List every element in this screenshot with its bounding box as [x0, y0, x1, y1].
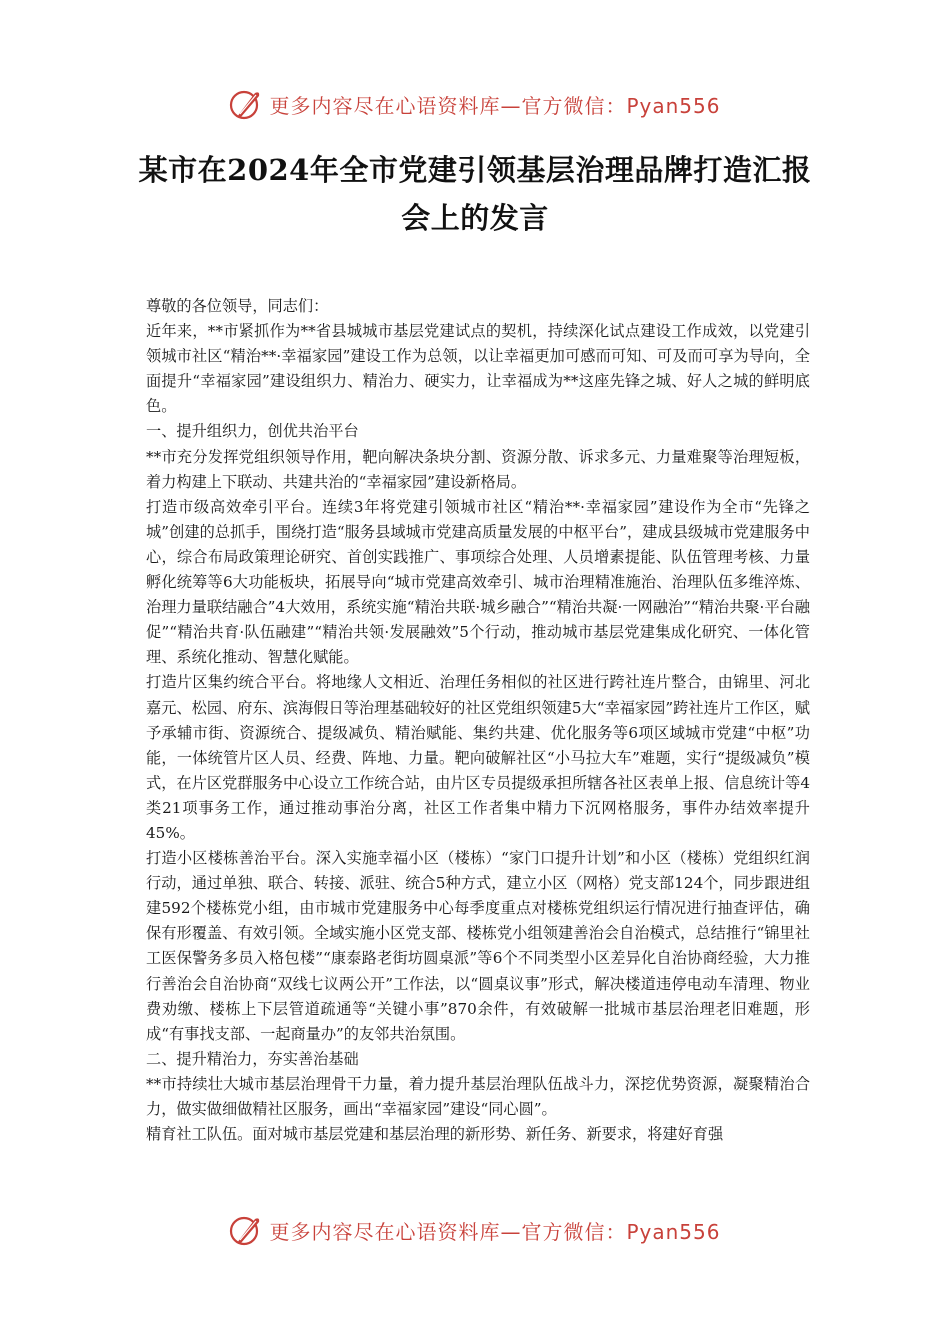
title-line-1: 某市在2024年全市党建引领基层治理品牌打造汇报 [138, 153, 812, 187]
title-line-2: 会上的发言 [401, 201, 549, 235]
document-body [146, 294, 810, 1147]
quill-pen-icon [229, 87, 263, 121]
document-title [120, 146, 830, 242]
section-2-intro: **市持续壮大城市基层治理骨干力量，着力提升基层治理队伍战斗力，深挖优势资源，凝聚精治合力，做实做细做精社区服务，画出“幸福家园”建设“同心圆”。 [146, 1074, 810, 1118]
watermark-text: 更多内容尽在心语资料库—官方微信：Pyan556 [269, 93, 721, 118]
social-worker-paragraph: 精育社工队伍。面对城市基层党建和基层治理的新形势、新任务、新要求，将建好育强 [146, 1125, 724, 1144]
section-heading-1: 一、提升组织力，创优共治平台 [146, 422, 359, 441]
city-platform-paragraph: 打造市级高效牵引平台。连续3年将党建引领城市社区“精治**·幸福家园”建设作为全市“先锋之城”创建的总抓手，围绕打造“服务县域城市党建高质量发展的中枢平台”，建成县级城市党建服务中心，综合布局政策理论研究、首创实践推广、事项综合处理、人员增素提能、队伍管理考核、力量孵化统筹等6大功能板块，拓展导向“城市党建高效牵引、城市治理精准施治、治理队伍多维淬炼、治理力量联结融合”4大效用，系统实施“精治共联·城乡融合”“精治共凝·一网融治”“精治共聚·平台融促”“精治共育·队伍融建”“精治共领·发展融效”5个行动，推动城市基层党建集成化研究、一体化管理、系统化推动、智慧化赋能。 [146, 497, 810, 667]
header-watermark-banner [0, 84, 950, 124]
salutation: 尊敬的各位领导，同志们： [146, 297, 329, 315]
quill-pen-icon [229, 1213, 263, 1247]
district-platform-paragraph: 打造片区集约统合平台。将地缘人文相近、治理任务相似的社区进行跨社连片整合，由锦里、河北嘉元、松园、府东、滨海假日等治理基础较好的社区党组织领建5大“幸福家园”跨社连片工作区，赋予承辅市街、资源统合、提级减负、精治赋能、集约共建、优化服务等6项区域城市党建“中枢”功能，一体统管片区人员、经费、阵地、力量。靶向破解社区“小马拉大车”难题，实行“提级减负”模式，在片区党群服务中心设立工作统合站，由片区专员提级承担所辖各社区表单上报、信息统计等4类21项事务工作，通过推动事治分离，社区工作者集中精力下沉网格服务，事件办结效率提升45%。 [146, 673, 810, 842]
footer-watermark-banner [0, 1210, 950, 1250]
intro-paragraph: 近年来，**市紧抓作为**省县城城市基层党建试点的契机，持续深化试点建设工作成效，以党建引领城市社区“精治**·幸福家园”建设工作为总领，以让幸福更加可感而可知、可及而可享为导向，全面提升“幸福家园”建设组织力、精治力、硬实力，让幸福成为**这座先锋之城、好人之城的鲜明底色。 [146, 322, 810, 416]
section-1-intro: **市充分发挥党组织领导作用，靶向解决条块分割、资源分散、诉求多元、力量难聚等治理短板，着力构建上下联动、共建共治的“幸福家园”建设新格局。 [146, 447, 810, 491]
community-platform-paragraph: 打造小区楼栋善治平台。深入实施幸福小区（楼栋）“家门口提升计划”和小区（楼栋）党组织红润行动，通过单独、联合、转接、派驻、统合5种方式，建立小区（网格）党支部124个，同步跟进组建592个楼栋党小组，由市城市党建服务中心每季度重点对楼栋党组织运行情况进行抽查评估，确保有形覆盖、有效引领。全域实施小区党支部、楼栋党小组领建善治会自治模式，总结推行“锦里社工医保警务多员入格包楼”“康泰路老街坊圆桌派”等6个不同类型小区差异化自治协商经验，大力推行善治会自治协商“双线七议两公开”工作法，以“圆桌议事”形式，解决楼道违停电动车清理、物业费劝缴、楼栋上下层管道疏通等“关键小事”870余件，有效破解一批城市基层治理老旧难题，形成“有事找支部、一起商量办”的友邻共治氛围。 [146, 849, 810, 1043]
watermark-text: 更多内容尽在心语资料库—官方微信：Pyan556 [269, 1219, 721, 1244]
section-heading-2: 二、提升精治力，夯实善治基础 [146, 1049, 359, 1068]
